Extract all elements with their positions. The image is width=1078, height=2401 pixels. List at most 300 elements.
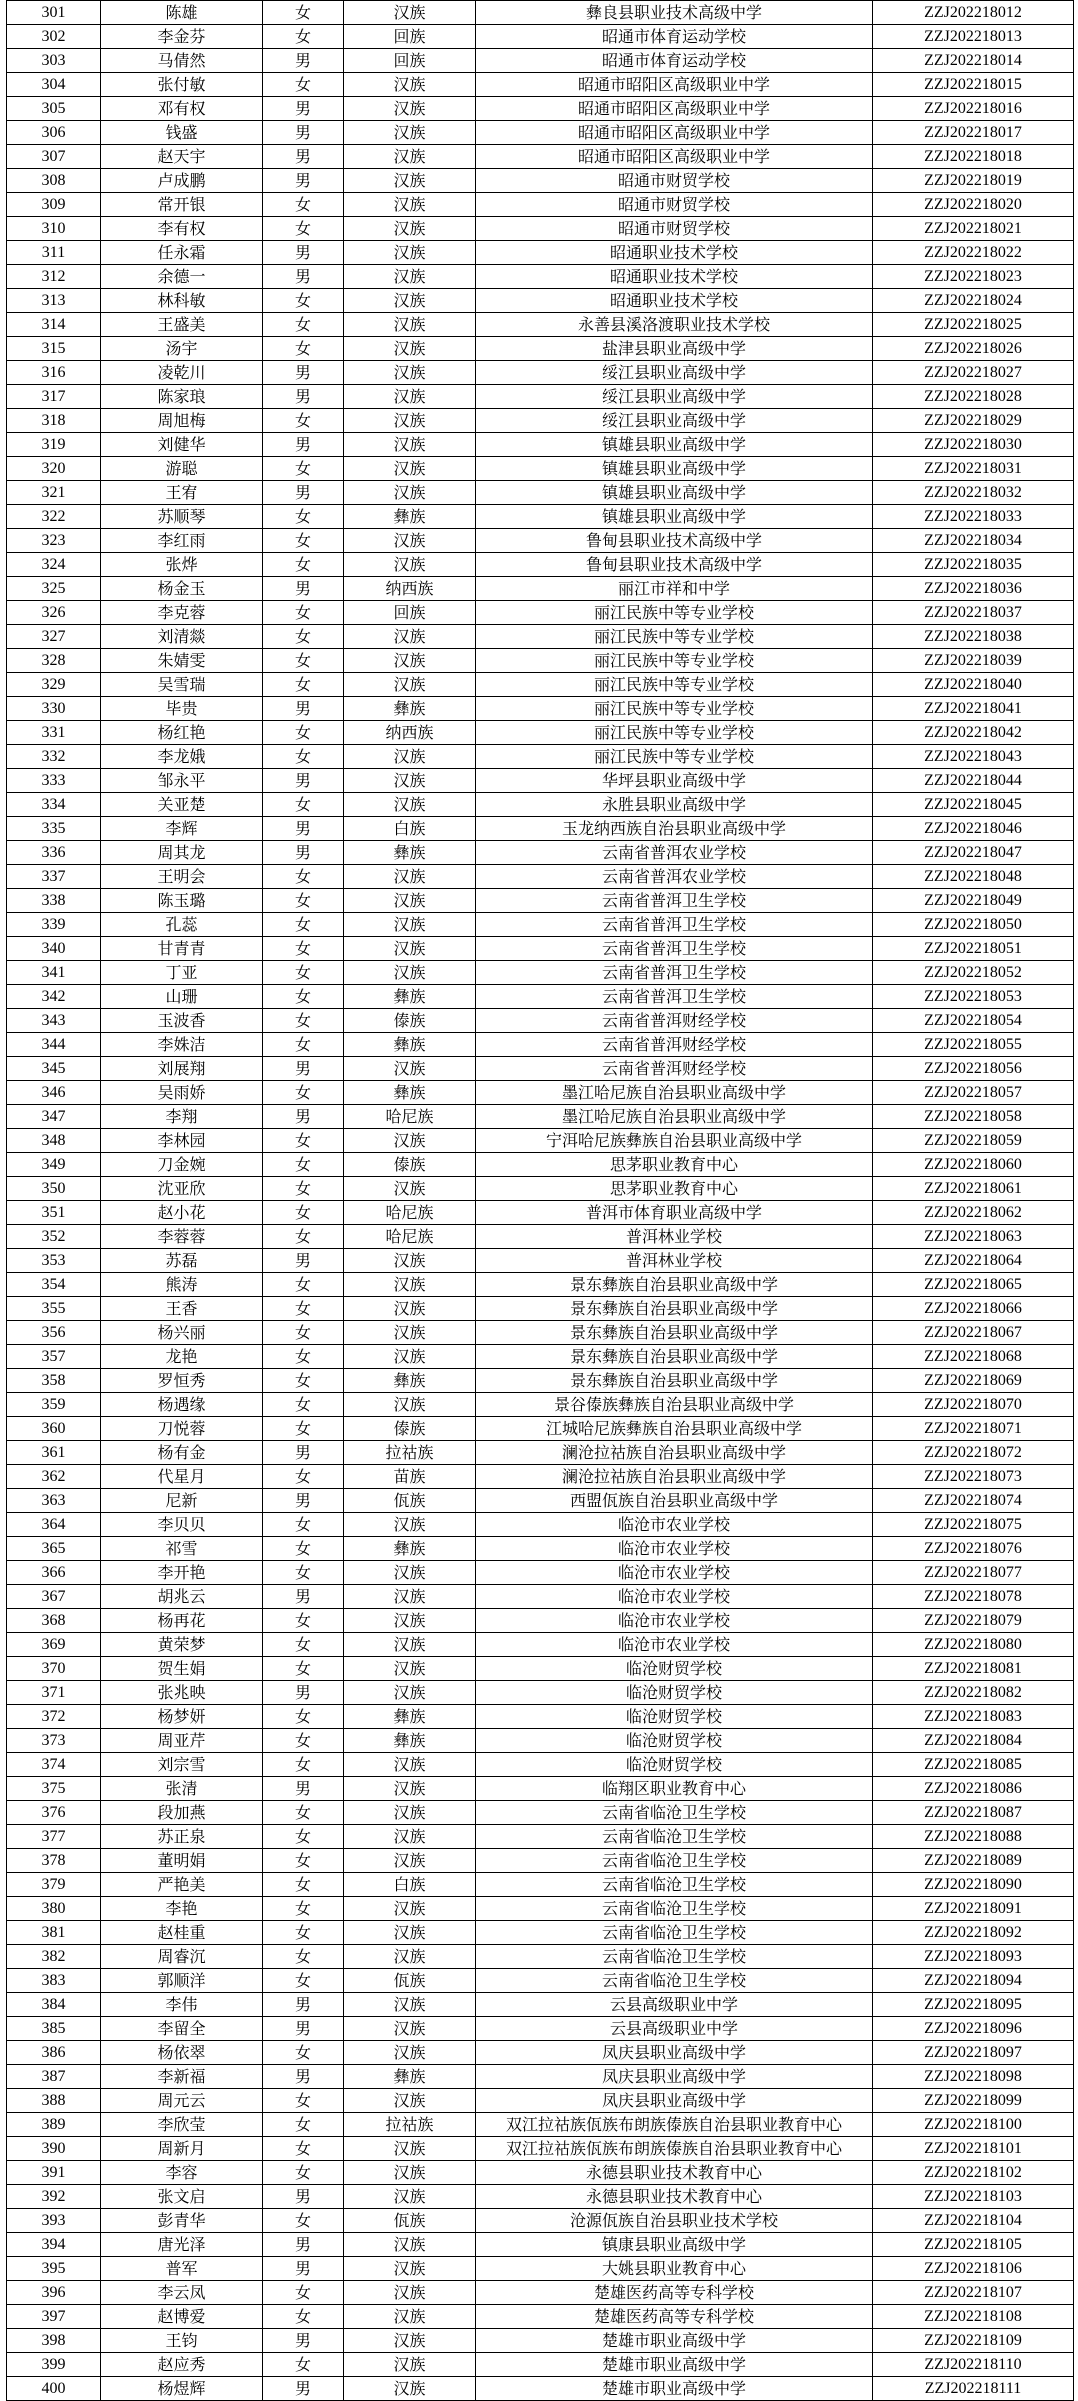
table-row [7, 841, 1074, 865]
ethnicity-cell: 汉族 [344, 73, 476, 97]
student-name-cell: 刀悦蓉 [101, 1417, 263, 1441]
row-number-cell: 334 [7, 793, 101, 817]
student-name-cell: 游聪 [101, 457, 263, 481]
ethnicity-cell: 汉族 [344, 433, 476, 457]
row-number-cell: 395 [7, 2257, 101, 2281]
registration-code-cell: ZZJ202218034 [873, 529, 1074, 553]
ethnicity-cell: 彝族 [344, 1033, 476, 1057]
row-number-cell: 379 [7, 1873, 101, 1897]
ethnicity-cell: 汉族 [344, 1993, 476, 2017]
ethnicity-cell: 汉族 [344, 865, 476, 889]
registration-code-cell: ZZJ202218063 [873, 1225, 1074, 1249]
gender-cell: 男 [263, 697, 344, 721]
student-name-cell: 黄荣梦 [101, 1633, 263, 1657]
row-number-cell: 382 [7, 1945, 101, 1969]
gender-cell: 男 [263, 841, 344, 865]
row-number-cell: 365 [7, 1537, 101, 1561]
table-row [7, 601, 1074, 625]
gender-cell: 女 [263, 1753, 344, 1777]
table-row [7, 1705, 1074, 1729]
school-name-cell: 昭通市财贸学校 [476, 193, 873, 217]
row-number-cell: 373 [7, 1729, 101, 1753]
table-row [7, 793, 1074, 817]
ethnicity-cell: 汉族 [344, 1513, 476, 1537]
student-name-cell: 李留全 [101, 2017, 263, 2041]
row-number-cell: 311 [7, 241, 101, 265]
student-name-cell: 孔蕊 [101, 913, 263, 937]
student-name-cell: 林科敏 [101, 289, 263, 313]
student-name-cell: 玉波香 [101, 1009, 263, 1033]
registration-code-cell: ZZJ202218091 [873, 1897, 1074, 1921]
table-row [7, 73, 1074, 97]
table-row [7, 1057, 1074, 1081]
school-name-cell: 澜沧拉祜族自治县职业高级中学 [476, 1441, 873, 1465]
ethnicity-cell: 纳西族 [344, 721, 476, 745]
registration-code-cell: ZZJ202218044 [873, 769, 1074, 793]
student-name-cell: 杨红艳 [101, 721, 263, 745]
ethnicity-cell: 彝族 [344, 697, 476, 721]
student-name-cell: 刘宗雪 [101, 1753, 263, 1777]
ethnicity-cell: 佤族 [344, 1489, 476, 1513]
registration-code-cell: ZZJ202218092 [873, 1921, 1074, 1945]
student-name-cell: 李姝洁 [101, 1033, 263, 1057]
student-name-cell: 杨煜辉 [101, 2377, 263, 2401]
ethnicity-cell: 汉族 [344, 97, 476, 121]
row-number-cell: 307 [7, 145, 101, 169]
student-name-cell: 吴雪瑞 [101, 673, 263, 697]
row-number-cell: 304 [7, 73, 101, 97]
registration-code-cell: ZZJ202218077 [873, 1561, 1074, 1585]
row-number-cell: 359 [7, 1393, 101, 1417]
registration-code-cell: ZZJ202218042 [873, 721, 1074, 745]
student-name-cell: 赵桂重 [101, 1921, 263, 1945]
student-name-cell: 彭青华 [101, 2209, 263, 2233]
ethnicity-cell: 汉族 [344, 361, 476, 385]
ethnicity-cell: 哈尼族 [344, 1105, 476, 1129]
registration-code-cell: ZZJ202218057 [873, 1081, 1074, 1105]
gender-cell: 女 [263, 913, 344, 937]
registration-code-cell: ZZJ202218053 [873, 985, 1074, 1009]
registration-code-cell: ZZJ202218046 [873, 817, 1074, 841]
row-number-cell: 341 [7, 961, 101, 985]
gender-cell: 女 [263, 1297, 344, 1321]
school-name-cell: 楚雄医药高等专科学校 [476, 2305, 873, 2329]
gender-cell: 男 [263, 145, 344, 169]
table-row [7, 2305, 1074, 2329]
row-number-cell: 326 [7, 601, 101, 625]
gender-cell: 男 [263, 1681, 344, 1705]
school-name-cell: 永德县职业技术教育中心 [476, 2185, 873, 2209]
school-name-cell: 普洱市体育职业高级中学 [476, 1201, 873, 1225]
school-name-cell: 镇康县职业高级中学 [476, 2233, 873, 2257]
table-row [7, 1489, 1074, 1513]
school-name-cell: 临沧财贸学校 [476, 1753, 873, 1777]
school-name-cell: 昭通市昭阳区高级职业中学 [476, 121, 873, 145]
student-name-cell: 熊涛 [101, 1273, 263, 1297]
gender-cell: 女 [263, 1609, 344, 1633]
school-name-cell: 澜沧拉祜族自治县职业高级中学 [476, 1465, 873, 1489]
student-name-cell: 杨金玉 [101, 577, 263, 601]
ethnicity-cell: 汉族 [344, 1393, 476, 1417]
ethnicity-cell: 傣族 [344, 1417, 476, 1441]
ethnicity-cell: 汉族 [344, 337, 476, 361]
row-number-cell: 357 [7, 1345, 101, 1369]
school-name-cell: 凤庆县职业高级中学 [476, 2065, 873, 2089]
gender-cell: 女 [263, 2209, 344, 2233]
table-row [7, 1321, 1074, 1345]
school-name-cell: 临沧市农业学校 [476, 1585, 873, 1609]
student-name-cell: 李有权 [101, 217, 263, 241]
school-name-cell: 镇雄县职业高级中学 [476, 481, 873, 505]
row-number-cell: 386 [7, 2041, 101, 2065]
school-name-cell: 楚雄医药高等专科学校 [476, 2281, 873, 2305]
registration-code-cell: ZZJ202218106 [873, 2257, 1074, 2281]
registration-code-cell: ZZJ202218066 [873, 1297, 1074, 1321]
registration-code-cell: ZZJ202218064 [873, 1249, 1074, 1273]
row-number-cell: 320 [7, 457, 101, 481]
registration-code-cell: ZZJ202218050 [873, 913, 1074, 937]
registration-code-cell: ZZJ202218072 [873, 1441, 1074, 1465]
table-row [7, 1801, 1074, 1825]
school-name-cell: 昭通市财贸学校 [476, 217, 873, 241]
school-name-cell: 云南省普洱财经学校 [476, 1009, 873, 1033]
row-number-cell: 338 [7, 889, 101, 913]
gender-cell: 女 [263, 2353, 344, 2377]
gender-cell: 女 [263, 1921, 344, 1945]
registration-code-cell: ZZJ202218099 [873, 2089, 1074, 2113]
registration-code-cell: ZZJ202218025 [873, 313, 1074, 337]
registration-code-cell: ZZJ202218094 [873, 1969, 1074, 1993]
school-name-cell: 西盟佤族自治县职业高级中学 [476, 1489, 873, 1513]
table-row [7, 673, 1074, 697]
row-number-cell: 350 [7, 1177, 101, 1201]
ethnicity-cell: 汉族 [344, 289, 476, 313]
gender-cell: 女 [263, 1849, 344, 1873]
table-row [7, 1849, 1074, 1873]
ethnicity-cell: 汉族 [344, 2233, 476, 2257]
row-number-cell: 372 [7, 1705, 101, 1729]
gender-cell: 女 [263, 1705, 344, 1729]
gender-cell: 男 [263, 49, 344, 73]
school-name-cell: 凤庆县职业高级中学 [476, 2089, 873, 2113]
registration-code-cell: ZZJ202218043 [873, 745, 1074, 769]
gender-cell: 男 [263, 2329, 344, 2353]
gender-cell: 女 [263, 289, 344, 313]
student-name-cell: 杨兴丽 [101, 1321, 263, 1345]
table-row [7, 1513, 1074, 1537]
school-name-cell: 云南省临沧卫生学校 [476, 1921, 873, 1945]
gender-cell: 女 [263, 865, 344, 889]
school-name-cell: 昭通职业技术学校 [476, 289, 873, 313]
registration-code-cell: ZZJ202218107 [873, 2281, 1074, 2305]
ethnicity-cell: 汉族 [344, 1057, 476, 1081]
registration-code-cell: ZZJ202218065 [873, 1273, 1074, 1297]
table-row [7, 97, 1074, 121]
school-name-cell: 昭通市昭阳区高级职业中学 [476, 73, 873, 97]
table-row [7, 1753, 1074, 1777]
school-name-cell: 宁洱哈尼族彝族自治县职业高级中学 [476, 1129, 873, 1153]
table-row [7, 1873, 1074, 1897]
student-name-cell: 汤宇 [101, 337, 263, 361]
gender-cell: 男 [263, 1777, 344, 1801]
school-name-cell: 大姚县职业教育中心 [476, 2257, 873, 2281]
school-name-cell: 丽江民族中等专业学校 [476, 745, 873, 769]
gender-cell: 男 [263, 97, 344, 121]
school-name-cell: 丽江民族中等专业学校 [476, 697, 873, 721]
registration-code-cell: ZZJ202218051 [873, 937, 1074, 961]
school-name-cell: 云南省普洱卫生学校 [476, 913, 873, 937]
gender-cell: 男 [263, 1057, 344, 1081]
table-row [7, 1993, 1074, 2017]
table-row [7, 1561, 1074, 1585]
row-number-cell: 394 [7, 2233, 101, 2257]
ethnicity-cell: 汉族 [344, 2137, 476, 2161]
gender-cell: 女 [263, 1153, 344, 1177]
table-row [7, 745, 1074, 769]
student-name-cell: 张文启 [101, 2185, 263, 2209]
student-name-cell: 李新福 [101, 2065, 263, 2089]
registration-code-cell: ZZJ202218098 [873, 2065, 1074, 2089]
ethnicity-cell: 彝族 [344, 985, 476, 1009]
row-number-cell: 345 [7, 1057, 101, 1081]
table-row [7, 2065, 1074, 2089]
student-name-cell: 钱盛 [101, 121, 263, 145]
student-name-cell: 马倩然 [101, 49, 263, 73]
gender-cell: 男 [263, 2377, 344, 2401]
row-number-cell: 387 [7, 2065, 101, 2089]
student-name-cell: 李欣莹 [101, 2113, 263, 2137]
gender-cell: 女 [263, 529, 344, 553]
school-name-cell: 临沧市农业学校 [476, 1633, 873, 1657]
gender-cell: 女 [263, 193, 344, 217]
ethnicity-cell: 傣族 [344, 1009, 476, 1033]
student-name-cell: 苏正泉 [101, 1825, 263, 1849]
school-name-cell: 鲁甸县职业技术高级中学 [476, 553, 873, 577]
row-number-cell: 388 [7, 2089, 101, 2113]
row-number-cell: 393 [7, 2209, 101, 2233]
row-number-cell: 313 [7, 289, 101, 313]
gender-cell: 女 [263, 721, 344, 745]
gender-cell: 女 [263, 1873, 344, 1897]
school-name-cell: 云南省普洱卫生学校 [476, 961, 873, 985]
gender-cell: 男 [263, 241, 344, 265]
row-number-cell: 352 [7, 1225, 101, 1249]
table-row [7, 529, 1074, 553]
school-name-cell: 景东彝族自治县职业高级中学 [476, 1297, 873, 1321]
row-number-cell: 319 [7, 433, 101, 457]
student-name-cell: 周新月 [101, 2137, 263, 2161]
ethnicity-cell: 回族 [344, 25, 476, 49]
ethnicity-cell: 哈尼族 [344, 1225, 476, 1249]
table-row [7, 1777, 1074, 1801]
row-number-cell: 370 [7, 1657, 101, 1681]
registration-code-cell: ZZJ202218078 [873, 1585, 1074, 1609]
row-number-cell: 312 [7, 265, 101, 289]
row-number-cell: 342 [7, 985, 101, 1009]
table-row [7, 1033, 1074, 1057]
student-name-cell: 周元云 [101, 2089, 263, 2113]
gender-cell: 女 [263, 1321, 344, 1345]
gender-cell: 女 [263, 2137, 344, 2161]
student-name-cell: 李辉 [101, 817, 263, 841]
table-row [7, 1585, 1074, 1609]
row-number-cell: 391 [7, 2161, 101, 2185]
ethnicity-cell: 汉族 [344, 1129, 476, 1153]
school-name-cell: 景东彝族自治县职业高级中学 [476, 1345, 873, 1369]
ethnicity-cell: 汉族 [344, 457, 476, 481]
gender-cell: 女 [263, 1369, 344, 1393]
student-name-cell: 赵博爱 [101, 2305, 263, 2329]
ethnicity-cell: 汉族 [344, 1297, 476, 1321]
table-row [7, 25, 1074, 49]
student-name-cell: 赵天宇 [101, 145, 263, 169]
student-name-cell: 邹永平 [101, 769, 263, 793]
row-number-cell: 392 [7, 2185, 101, 2209]
school-name-cell: 景谷傣族彝族自治县职业高级中学 [476, 1393, 873, 1417]
student-name-cell: 张清 [101, 1777, 263, 1801]
row-number-cell: 367 [7, 1585, 101, 1609]
student-name-cell: 龙艳 [101, 1345, 263, 1369]
registration-code-cell: ZZJ202218039 [873, 649, 1074, 673]
gender-cell: 女 [263, 505, 344, 529]
school-name-cell: 凤庆县职业高级中学 [476, 2041, 873, 2065]
student-name-cell: 杨有金 [101, 1441, 263, 1465]
school-name-cell: 永胜县职业高级中学 [476, 793, 873, 817]
gender-cell: 男 [263, 1441, 344, 1465]
gender-cell: 女 [263, 1201, 344, 1225]
gender-cell: 男 [263, 1249, 344, 1273]
row-number-cell: 323 [7, 529, 101, 553]
row-number-cell: 363 [7, 1489, 101, 1513]
ethnicity-cell: 汉族 [344, 1921, 476, 1945]
gender-cell: 女 [263, 937, 344, 961]
row-number-cell: 329 [7, 673, 101, 697]
school-name-cell: 昭通职业技术学校 [476, 265, 873, 289]
table-row [7, 1825, 1074, 1849]
ethnicity-cell: 傣族 [344, 1153, 476, 1177]
registration-code-cell: ZZJ202218102 [873, 2161, 1074, 2185]
gender-cell: 女 [263, 409, 344, 433]
ethnicity-cell: 汉族 [344, 1321, 476, 1345]
gender-cell: 女 [263, 313, 344, 337]
gender-cell: 女 [263, 625, 344, 649]
ethnicity-cell: 汉族 [344, 769, 476, 793]
table-row [7, 2209, 1074, 2233]
school-name-cell: 云南省临沧卫生学校 [476, 1801, 873, 1825]
school-name-cell: 临沧财贸学校 [476, 1657, 873, 1681]
table-row [7, 865, 1074, 889]
ethnicity-cell: 汉族 [344, 1657, 476, 1681]
ethnicity-cell: 纳西族 [344, 577, 476, 601]
gender-cell: 女 [263, 217, 344, 241]
gender-cell: 女 [263, 2281, 344, 2305]
table-row [7, 961, 1074, 985]
row-number-cell: 330 [7, 697, 101, 721]
table-row [7, 121, 1074, 145]
student-name-cell: 刀金婉 [101, 1153, 263, 1177]
ethnicity-cell: 汉族 [344, 2353, 476, 2377]
gender-cell: 女 [263, 1, 344, 25]
school-name-cell: 彝良县职业技术高级中学 [476, 1, 873, 25]
ethnicity-cell: 汉族 [344, 1825, 476, 1849]
ethnicity-cell: 汉族 [344, 265, 476, 289]
student-name-cell: 吴雨娇 [101, 1081, 263, 1105]
row-number-cell: 384 [7, 1993, 101, 2017]
student-name-cell: 杨再花 [101, 1609, 263, 1633]
registration-code-cell: ZZJ202218033 [873, 505, 1074, 529]
student-name-cell: 王盛美 [101, 313, 263, 337]
student-name-cell: 周亚芹 [101, 1729, 263, 1753]
student-name-cell: 罗恒秀 [101, 1369, 263, 1393]
student-name-cell: 祁雪 [101, 1537, 263, 1561]
registration-code-cell: ZZJ202218062 [873, 1201, 1074, 1225]
gender-cell: 男 [263, 361, 344, 385]
school-name-cell: 绥江县职业高级中学 [476, 385, 873, 409]
registration-code-cell: ZZJ202218018 [873, 145, 1074, 169]
registration-code-cell: ZZJ202218020 [873, 193, 1074, 217]
row-number-cell: 322 [7, 505, 101, 529]
school-name-cell: 墨江哈尼族自治县职业高级中学 [476, 1105, 873, 1129]
ethnicity-cell: 汉族 [344, 673, 476, 697]
table-row [7, 1345, 1074, 1369]
row-number-cell: 324 [7, 553, 101, 577]
table-row [7, 361, 1074, 385]
gender-cell: 女 [263, 673, 344, 697]
gender-cell: 男 [263, 1105, 344, 1129]
gender-cell: 女 [263, 1225, 344, 1249]
registration-code-cell: ZZJ202218105 [873, 2233, 1074, 2257]
ethnicity-cell: 汉族 [344, 553, 476, 577]
row-number-cell: 390 [7, 2137, 101, 2161]
school-name-cell: 盐津县职业高级中学 [476, 337, 873, 361]
row-number-cell: 301 [7, 1, 101, 25]
school-name-cell: 景东彝族自治县职业高级中学 [476, 1369, 873, 1393]
ethnicity-cell: 汉族 [344, 1777, 476, 1801]
table-row [7, 937, 1074, 961]
school-name-cell: 永德县职业技术教育中心 [476, 2161, 873, 2185]
ethnicity-cell: 汉族 [344, 1945, 476, 1969]
registration-code-cell: ZZJ202218070 [873, 1393, 1074, 1417]
registration-code-cell: ZZJ202218019 [873, 169, 1074, 193]
registration-code-cell: ZZJ202218028 [873, 385, 1074, 409]
school-name-cell: 云南省普洱农业学校 [476, 865, 873, 889]
row-number-cell: 399 [7, 2353, 101, 2377]
row-number-cell: 346 [7, 1081, 101, 1105]
student-name-cell: 丁亚 [101, 961, 263, 985]
school-name-cell: 景东彝族自治县职业高级中学 [476, 1321, 873, 1345]
gender-cell: 男 [263, 1489, 344, 1513]
registration-code-cell: ZZJ202218021 [873, 217, 1074, 241]
gender-cell: 女 [263, 1537, 344, 1561]
row-number-cell: 331 [7, 721, 101, 745]
table-row [7, 2137, 1074, 2161]
gender-cell: 女 [263, 73, 344, 97]
registration-code-cell: ZZJ202218084 [873, 1729, 1074, 1753]
gender-cell: 女 [263, 889, 344, 913]
ethnicity-cell: 汉族 [344, 193, 476, 217]
gender-cell: 男 [263, 169, 344, 193]
table-row [7, 1393, 1074, 1417]
registration-code-cell: ZZJ202218041 [873, 697, 1074, 721]
school-name-cell: 绥江县职业高级中学 [476, 361, 873, 385]
school-name-cell: 昭通市昭阳区高级职业中学 [476, 97, 873, 121]
school-name-cell: 临沧市农业学校 [476, 1561, 873, 1585]
student-name-cell: 任永霜 [101, 241, 263, 265]
registration-code-cell: ZZJ202218047 [873, 841, 1074, 865]
table-row [7, 1537, 1074, 1561]
school-name-cell: 镇雄县职业高级中学 [476, 457, 873, 481]
registration-code-cell: ZZJ202218040 [873, 673, 1074, 697]
